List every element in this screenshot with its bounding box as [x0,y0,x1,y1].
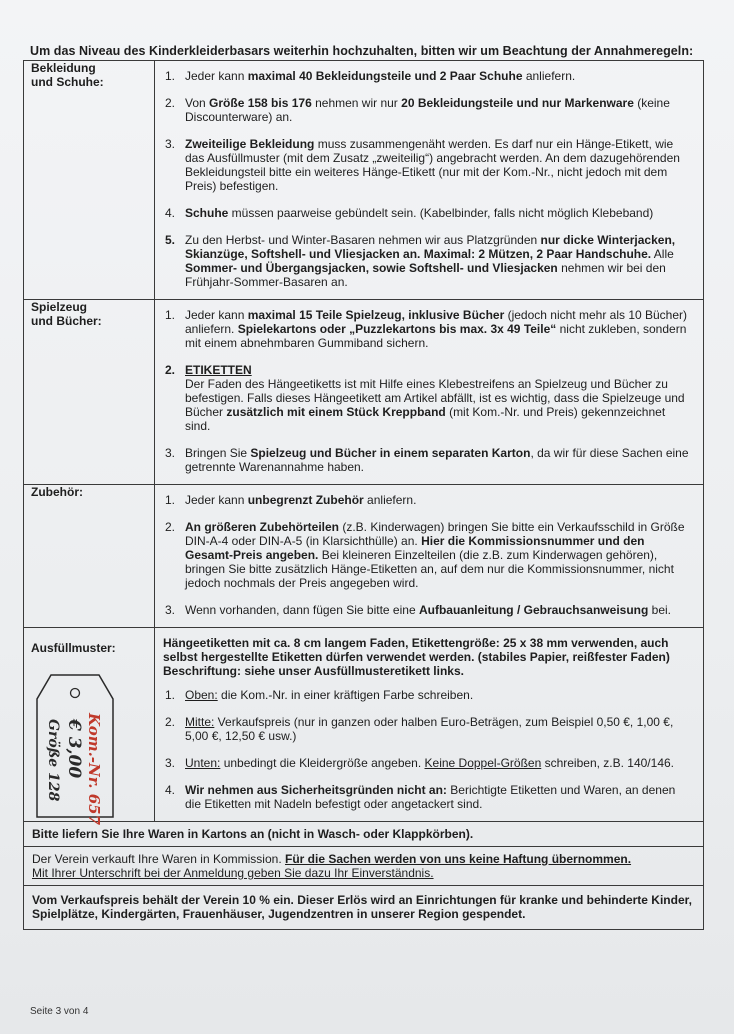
tag-kom-nr: Kom.-Nr. 657 [85,713,103,826]
section-content [155,300,704,485]
item-number: 5. [165,233,176,247]
item-text: ETIKETTEN Der Faden des Hängeetiketts ist mit Hilfe eines Klebestreifens an Spielzeug und Bücher zu befestigen. Falls dieses Hängeetikett am Artikel abfällt, ist es wichtig, dass die Spielzeuge und Bücher zusätzlich mit einem Stück Kreppband (mit Kom.-Nr. und Preis) gekennzeichnet sind. [185,363,693,433]
list-item [163,308,693,350]
kommission-note: Der Verein verkauft Ihre Waren in Kommission. Für die Sachen werden von uns keine Haftung übernommen. Mit Ihrer Unterschrift bei der Anmeldung geben Sie dazu Ihr Einverständnis. [24,847,704,886]
list-item [163,206,693,220]
item-text: Zweiteilige Bekleidung muss zusammengenäht werden. Es darf nur ein Hänge-Etikett, wie das Ausfüllmuster (mit dem Zusatz „zweiteilig“) angebracht werden. An dem dazugehörenden Bekleidungsteil bitte ein weiteres Hänge-Etikett (nur mit der Kom.-Nr., nicht jedoch mit dem Preis) befestigen. [185,137,680,193]
item-text: Von Größe 158 bis 176 nehmen wir nur 20 Bekleidungsteile und nur Markenware (keine Discounterware) an. [185,96,670,124]
label-line: und Bücher: [31,314,102,328]
item-text: Bringen Sie Spielzeug und Bücher in einem separaten Karton, da wir für diese Sachen eine getrennte Warenannahme haben. [185,446,689,474]
list-item [163,446,693,474]
item-number: 2. [165,715,176,729]
list-item [163,233,693,289]
list-item [163,96,693,124]
section-label [24,61,155,300]
tag-price: € 3,00 [64,719,84,779]
page-number: Seite 3 von 4 [30,1006,89,1017]
section-content [155,485,704,628]
section-label: Zubehör: [24,485,155,628]
section-label [24,300,155,485]
muster-intro: Hängeetiketten mit ca. 8 cm langem Faden, Etikettengröße: 25 x 38 mm verwenden, auch selbst hergestellte Etiketten dürfen verwendet werden. (stabiles Papier, reißfester Faden) Beschriftung: siehe unser Ausfüllmusteretikett links. [163,636,670,678]
section-zubehoer [24,485,704,628]
label-line: Ausfüllmuster: [31,641,116,655]
list-item [163,137,693,193]
item-text: Zu den Herbst- und Winter-Basaren nehmen wir aus Platzgründen nur dicke Winterjacken, Skianzüge, Softshell- und Vliesjacken an. Maximal: 2 Mützen, 2 Paar Handschuhe. Alle Sommer- und Übergangsjacken, sowie Softshell- und Vliesjacken nehmen wir bei den Frühjahr-Sommer-Basaren an. [185,233,676,289]
label-line: und Schuhe: [31,75,104,89]
item-number: 2. [165,520,176,534]
item-text: An größeren Zubehörteilen (z.B. Kinderwagen) bringen Sie bitte ein Verkaufsschild in Größe DIN-A-4 oder DIN-A-5 (in Klarsichthülle) an. Hier die Kommissionsnummer und den Gesamt-Preis angeben. Bei kleineren Einzelteilen (die z.B. zum Kinderwagen gehören), bringen Sie bitte zusätzlich Hänge-Etiketten an, auf dem nur die Kommissionsnummer, nicht jedoch nochmals der Preis angegeben wird. [185,520,685,590]
tag-hole-icon [71,689,80,698]
item-number: 2. [165,96,176,110]
section-content [155,628,704,822]
item-text: Oben: die Kom.-Nr. in einer kräftigen Farbe schreiben. [185,688,474,702]
item-number: 1. [165,493,176,507]
list-item [163,520,693,590]
etiketten-heading: ETIKETTEN [185,363,252,377]
list-item [163,69,693,83]
item-number: 1. [165,688,176,702]
row-spende [24,886,704,930]
list-item [163,756,693,770]
spende-note: Vom Verkaufspreis behält der Verein 10 % ein. Dieser Erlös wird an Einrichtungen für kranke und behinderte Kinder, Spielplätze, Kindergärten, Frauenhäuser, Jugendzentren in unserer Region gespendet. [24,886,704,930]
item-number: 4. [165,783,176,797]
section-bekleidung [24,61,704,300]
item-text: Wenn vorhanden, dann fügen Sie bitte eine Aufbauanleitung / Gebrauchsanweisung bei. [185,603,671,617]
item-number: 3. [165,756,176,770]
page-heading: Um das Niveau des Kinderkleiderbasars weiterhin hochzuhalten, bitten wir um Beachtung der Annahmeregeln: [30,44,694,58]
section-content [155,61,704,300]
item-text: Jeder kann maximal 40 Bekleidungsteile und 2 Paar Schuhe anliefern. [185,69,576,83]
sample-tag [31,671,150,826]
section-ausfuellmuster [24,628,704,822]
list-item [163,715,693,743]
list-item [163,603,693,617]
section-spielzeug [24,300,704,485]
item-text: Mitte: Verkaufspreis (nur in ganzen oder halben Euro-Beträgen, zum Beispiel 0,50 €, 1,00 €, 5,00 €, 12,50 € usw.) [185,715,674,743]
row-kommission [24,847,704,886]
item-text: Wir nehmen aus Sicherheitsgründen nicht an: Berichtigte Etiketten und Waren, an denen die Etiketten mit Nadeln befestigt oder angetackert sind. [185,783,676,811]
item-number: 3. [165,603,176,617]
item-number: 4. [165,206,176,220]
kartons-note: Bitte liefern Sie Ihre Waren in Kartons an (nicht in Wasch- oder Klappkörben). [24,822,704,847]
rules-table [23,60,704,930]
item-text: Jeder kann unbegrenzt Zubehör anliefern. [185,493,417,507]
label-line: Bekleidung [31,61,96,75]
item-number: 3. [165,137,176,151]
kommission-line2: Mit Ihrer Unterschrift bei der Anmeldung geben Sie dazu Ihr Einverständnis. [32,866,434,880]
item-number: 3. [165,446,176,460]
item-number: 1. [165,69,176,83]
row-kartons [24,822,704,847]
list-item [163,363,693,433]
list-item [163,493,693,507]
section-label [24,628,155,826]
tag-size: Größe 128 [45,719,61,802]
item-number: 1. [165,308,176,322]
item-text: Unten: unbedingt die Kleidergröße angeben. Keine Doppel-Größen schreiben, z.B. 140/146. [185,756,674,770]
item-text: Jeder kann maximal 15 Teile Spielzeug, inklusive Bücher (jedoch nicht mehr als 10 Bücher) anliefern. Spielekartons oder „Puzzlekartons bis max. 3x 49 Teile“ nicht zukleben, sondern mit einem abnehmbaren Gummiband sichern. [185,308,688,350]
list-item [163,783,693,811]
item-number: 2. [165,363,176,377]
list-item [163,688,693,702]
item-text: Schuhe müssen paarweise gebündelt sein. (Kabelbinder, falls nicht möglich Klebeband) [185,206,654,220]
label-line: Spielzeug [31,300,88,314]
